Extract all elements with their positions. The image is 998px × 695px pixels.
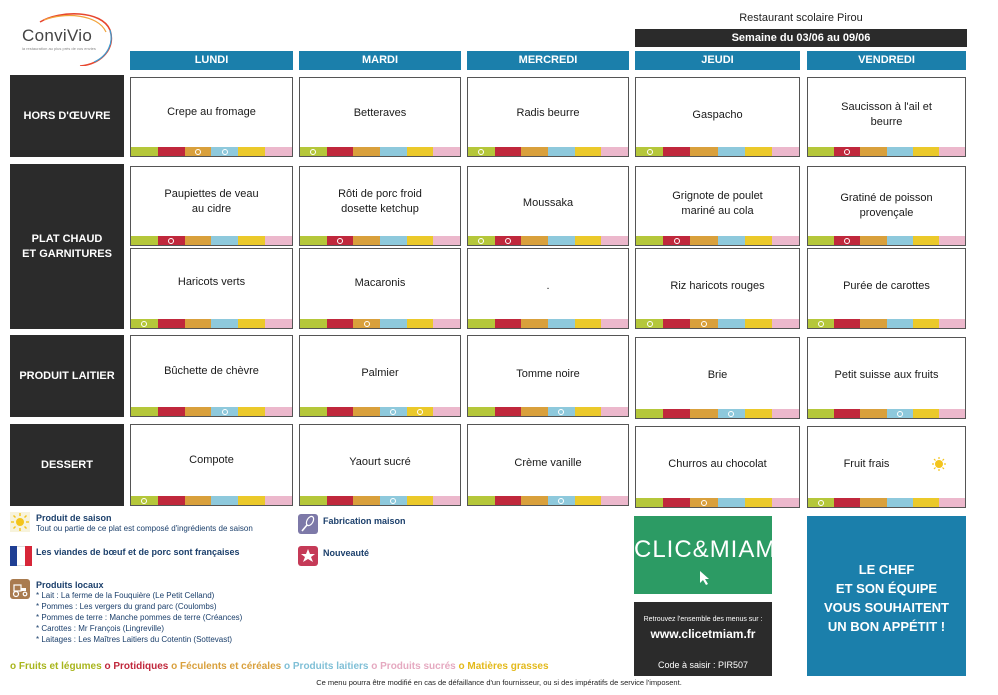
legend-locaux-item: * Pommes de terre : Manche pommes de terre (Créances) bbox=[36, 613, 243, 622]
food-group-sucres: o Produits sucrés bbox=[371, 661, 456, 672]
food-group-strip bbox=[131, 496, 292, 505]
chef-message: LE CHEF ET SON ÉQUIPE VOUS SOUHAITENT UN BON APPÉTIT ! bbox=[807, 516, 966, 676]
sun-icon bbox=[10, 512, 30, 532]
menu-access-box bbox=[634, 602, 772, 676]
french-flag-icon bbox=[10, 546, 32, 566]
day-header-lundi: LUNDI bbox=[130, 51, 293, 70]
menu-cell: Radis beurre bbox=[467, 77, 629, 157]
menu-cell: Tomme noire bbox=[467, 335, 629, 417]
food-group-strip bbox=[808, 236, 965, 245]
day-header-mercredi: MERCREDI bbox=[467, 51, 629, 70]
food-group-strip bbox=[468, 407, 628, 416]
menu-cell: Grignote de poulet mariné au cola bbox=[635, 166, 800, 246]
menu-access-url[interactable]: www.clicetmiam.fr bbox=[650, 627, 756, 641]
clicmiam-logo: CLIC&MIAM! bbox=[634, 536, 785, 563]
week-banner: Semaine du 03/06 au 09/06 bbox=[635, 29, 967, 47]
menu-cell: Compote bbox=[130, 424, 293, 506]
food-group-strip bbox=[300, 147, 460, 156]
menu-cell: Crepe au fromage bbox=[130, 77, 293, 157]
food-group-strip bbox=[808, 498, 965, 507]
food-group-strip bbox=[808, 319, 965, 328]
day-header-jeudi: JEUDI bbox=[635, 51, 800, 70]
legend-locaux-item: * Laitages : Les Maîtres Laitiers du Cotentin (Sottevast) bbox=[36, 635, 233, 644]
legend-locaux-title: Produits locaux bbox=[36, 580, 104, 590]
food-group-strip bbox=[300, 407, 460, 416]
menu-cell: Yaourt sucré bbox=[299, 424, 461, 506]
menu-cell: Paupiettes de veau au cidre bbox=[130, 166, 293, 246]
menu-cell: Gaspacho bbox=[635, 77, 800, 157]
convivio-logo bbox=[10, 8, 120, 66]
food-group-strip bbox=[131, 236, 292, 245]
clicmiam-banner[interactable] bbox=[634, 516, 785, 594]
food-group-strip bbox=[636, 319, 799, 328]
star-icon bbox=[298, 546, 318, 566]
menu-cell: Bûchette de chèvre bbox=[130, 335, 293, 417]
menu-cell: Saucisson à l'ail et beurre bbox=[807, 77, 966, 157]
menu-cell: Purée de carottes bbox=[807, 248, 966, 329]
menu-access-intro: Retrouvez l'ensemble des menus sur : bbox=[643, 616, 763, 623]
food-group-strip bbox=[468, 319, 628, 328]
menu-cell: Riz haricots rouges bbox=[635, 248, 800, 329]
menu-cell: Brie bbox=[635, 337, 800, 419]
menu-cell: . bbox=[467, 248, 629, 329]
food-group-strip bbox=[131, 147, 292, 156]
menu-cell: Petit suisse aux fruits bbox=[807, 337, 966, 419]
food-group-strip bbox=[808, 409, 965, 418]
tractor-icon bbox=[10, 579, 30, 599]
food-group-strip bbox=[131, 319, 292, 328]
menu-cell: Palmier bbox=[299, 335, 461, 417]
day-header-vendredi: VENDREDI bbox=[807, 51, 966, 70]
menu-cell: Moussaka bbox=[467, 166, 629, 246]
food-group-strip bbox=[300, 319, 460, 328]
restaurant-name: Restaurant scolaire Pirou bbox=[739, 12, 863, 24]
disclaimer: Ce menu pourra être modifié en cas de défaillance d'un fournisseur, ou si des impératifs de service l'imposent. bbox=[316, 678, 682, 687]
legend-locaux-item: * Lait : La ferme de la Fouquière (Le Petit Celland) bbox=[36, 591, 215, 600]
row-label-hors-doeuvre: HORS D'ŒUVRE bbox=[10, 75, 124, 157]
legend-fabrication: Fabrication maison bbox=[323, 516, 406, 526]
legend-nouveaute: Nouveauté bbox=[323, 548, 370, 558]
food-group-legend bbox=[10, 661, 549, 672]
legend-locaux-item: * Pommes : Les vergers du grand parc (Coulombs) bbox=[36, 602, 217, 611]
row-label-plat-chaud: PLAT CHAUD ET GARNITURES bbox=[10, 164, 124, 329]
menu-cell: Betteraves bbox=[299, 77, 461, 157]
food-group-strip bbox=[636, 498, 799, 507]
food-group-strip bbox=[468, 496, 628, 505]
food-group-strip bbox=[636, 409, 799, 418]
food-group-strip bbox=[468, 147, 628, 156]
day-header-mardi: MARDI bbox=[299, 51, 461, 70]
cursor-icon bbox=[698, 570, 712, 586]
menu-cell: Haricots verts bbox=[130, 248, 293, 329]
legend-saison-title: Produit de saison bbox=[36, 513, 112, 523]
legend-saison-text: Tout ou partie de ce plat est composé d'ingrédients de saison bbox=[36, 524, 253, 533]
whisk-icon bbox=[298, 514, 318, 534]
menu-cell: Fruit frais bbox=[807, 426, 966, 508]
food-group-laitiers: o Produits laitiers bbox=[284, 661, 369, 672]
food-group-feculents: o Féculents et céréales bbox=[171, 661, 282, 672]
sun-icon bbox=[932, 457, 946, 471]
brand-name: ConviVio bbox=[22, 26, 93, 45]
food-group-matieres-grasses: o Matières grasses bbox=[458, 661, 549, 672]
food-group-strip bbox=[300, 496, 460, 505]
menu-cell: Macaronis bbox=[299, 248, 461, 329]
food-group-strip bbox=[131, 407, 292, 416]
row-label-produit-laitier: PRODUIT LAITIER bbox=[10, 335, 124, 417]
legend-locaux-item: * Carottes : Mr François (Lingreville) bbox=[36, 624, 165, 633]
menu-cell: Churros au chocolat bbox=[635, 426, 800, 508]
legend-viandes: Les viandes de bœuf et de porc sont françaises bbox=[36, 547, 240, 557]
food-group-strip bbox=[300, 236, 460, 245]
food-group-protidiques: o Protidiques bbox=[104, 661, 169, 672]
menu-cell: Crème vanille bbox=[467, 424, 629, 506]
food-group-strip bbox=[636, 147, 799, 156]
food-group-strip bbox=[636, 236, 799, 245]
food-group-strip bbox=[468, 236, 628, 245]
menu-cell: Rôti de porc froid dosette ketchup bbox=[299, 166, 461, 246]
row-label-dessert: DESSERT bbox=[10, 424, 124, 506]
food-group-strip bbox=[808, 147, 965, 156]
menu-cell: Gratiné de poisson provençale bbox=[807, 166, 966, 246]
food-group-fruits: o Fruits et légumes bbox=[10, 661, 102, 672]
menu-access-code: Code à saisir : PIR507 bbox=[657, 660, 749, 670]
brand-tagline: la restauration au plus près de vos envies bbox=[22, 46, 96, 51]
